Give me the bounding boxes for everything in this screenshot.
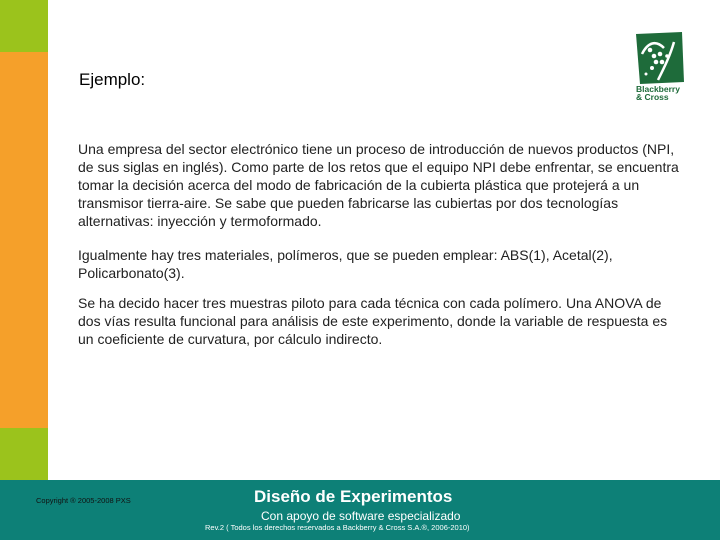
left-accent-bar-bottom bbox=[0, 428, 48, 480]
paragraph-1: Una empresa del sector electrónico tiene un proceso de introducción de nuevos productos (NPI, de sus siglas en inglés). Como parte de los retos que el equipo NPI debe enfrentar, se encuentra tomar la decisión acerca del modo de fabricación de la cubierta plástica que protejerá a un transmisor tierra-aire. Se sabe que pueden fabricarse las cubiertas por dos tecnologías alternativas: inyección y termoformado. bbox=[78, 141, 679, 229]
slide-title: Ejemplo: bbox=[79, 70, 146, 89]
footer-revision: Rev.2 ( Todos los derechos reservados a Backberry & Cross S.A.®, 2006-2010) bbox=[205, 523, 470, 532]
paragraph-3: Se ha decido hacer tres muestras piloto para cada técnica con cada polímero. Una ANOVA de dos vías resulta funcional para análisis de este experimento, donde la variable de respuesta es un coeficiente de curvatura, por cálculo indirecto. bbox=[78, 295, 668, 347]
logo-text-line1: Blackberry bbox=[636, 84, 680, 94]
footer-subtitle: Con apoyo de software especializado bbox=[261, 509, 461, 523]
company-logo bbox=[634, 32, 686, 102]
logo-text-line2: & Cross bbox=[636, 92, 669, 102]
blackberry-cross-logo-icon bbox=[634, 32, 684, 84]
left-accent-bar-middle bbox=[0, 52, 48, 428]
footer-title: Diseño de Experimentos bbox=[254, 487, 453, 506]
left-accent-bar-top bbox=[0, 0, 48, 52]
copyright-text: Copyright ® 2005-2008 PXS bbox=[36, 496, 131, 505]
paragraph-2: Igualmente hay tres materiales, polímeros, que se pueden emplear: ABS(1), Acetal(2), Policarbonato(3). bbox=[78, 247, 613, 281]
